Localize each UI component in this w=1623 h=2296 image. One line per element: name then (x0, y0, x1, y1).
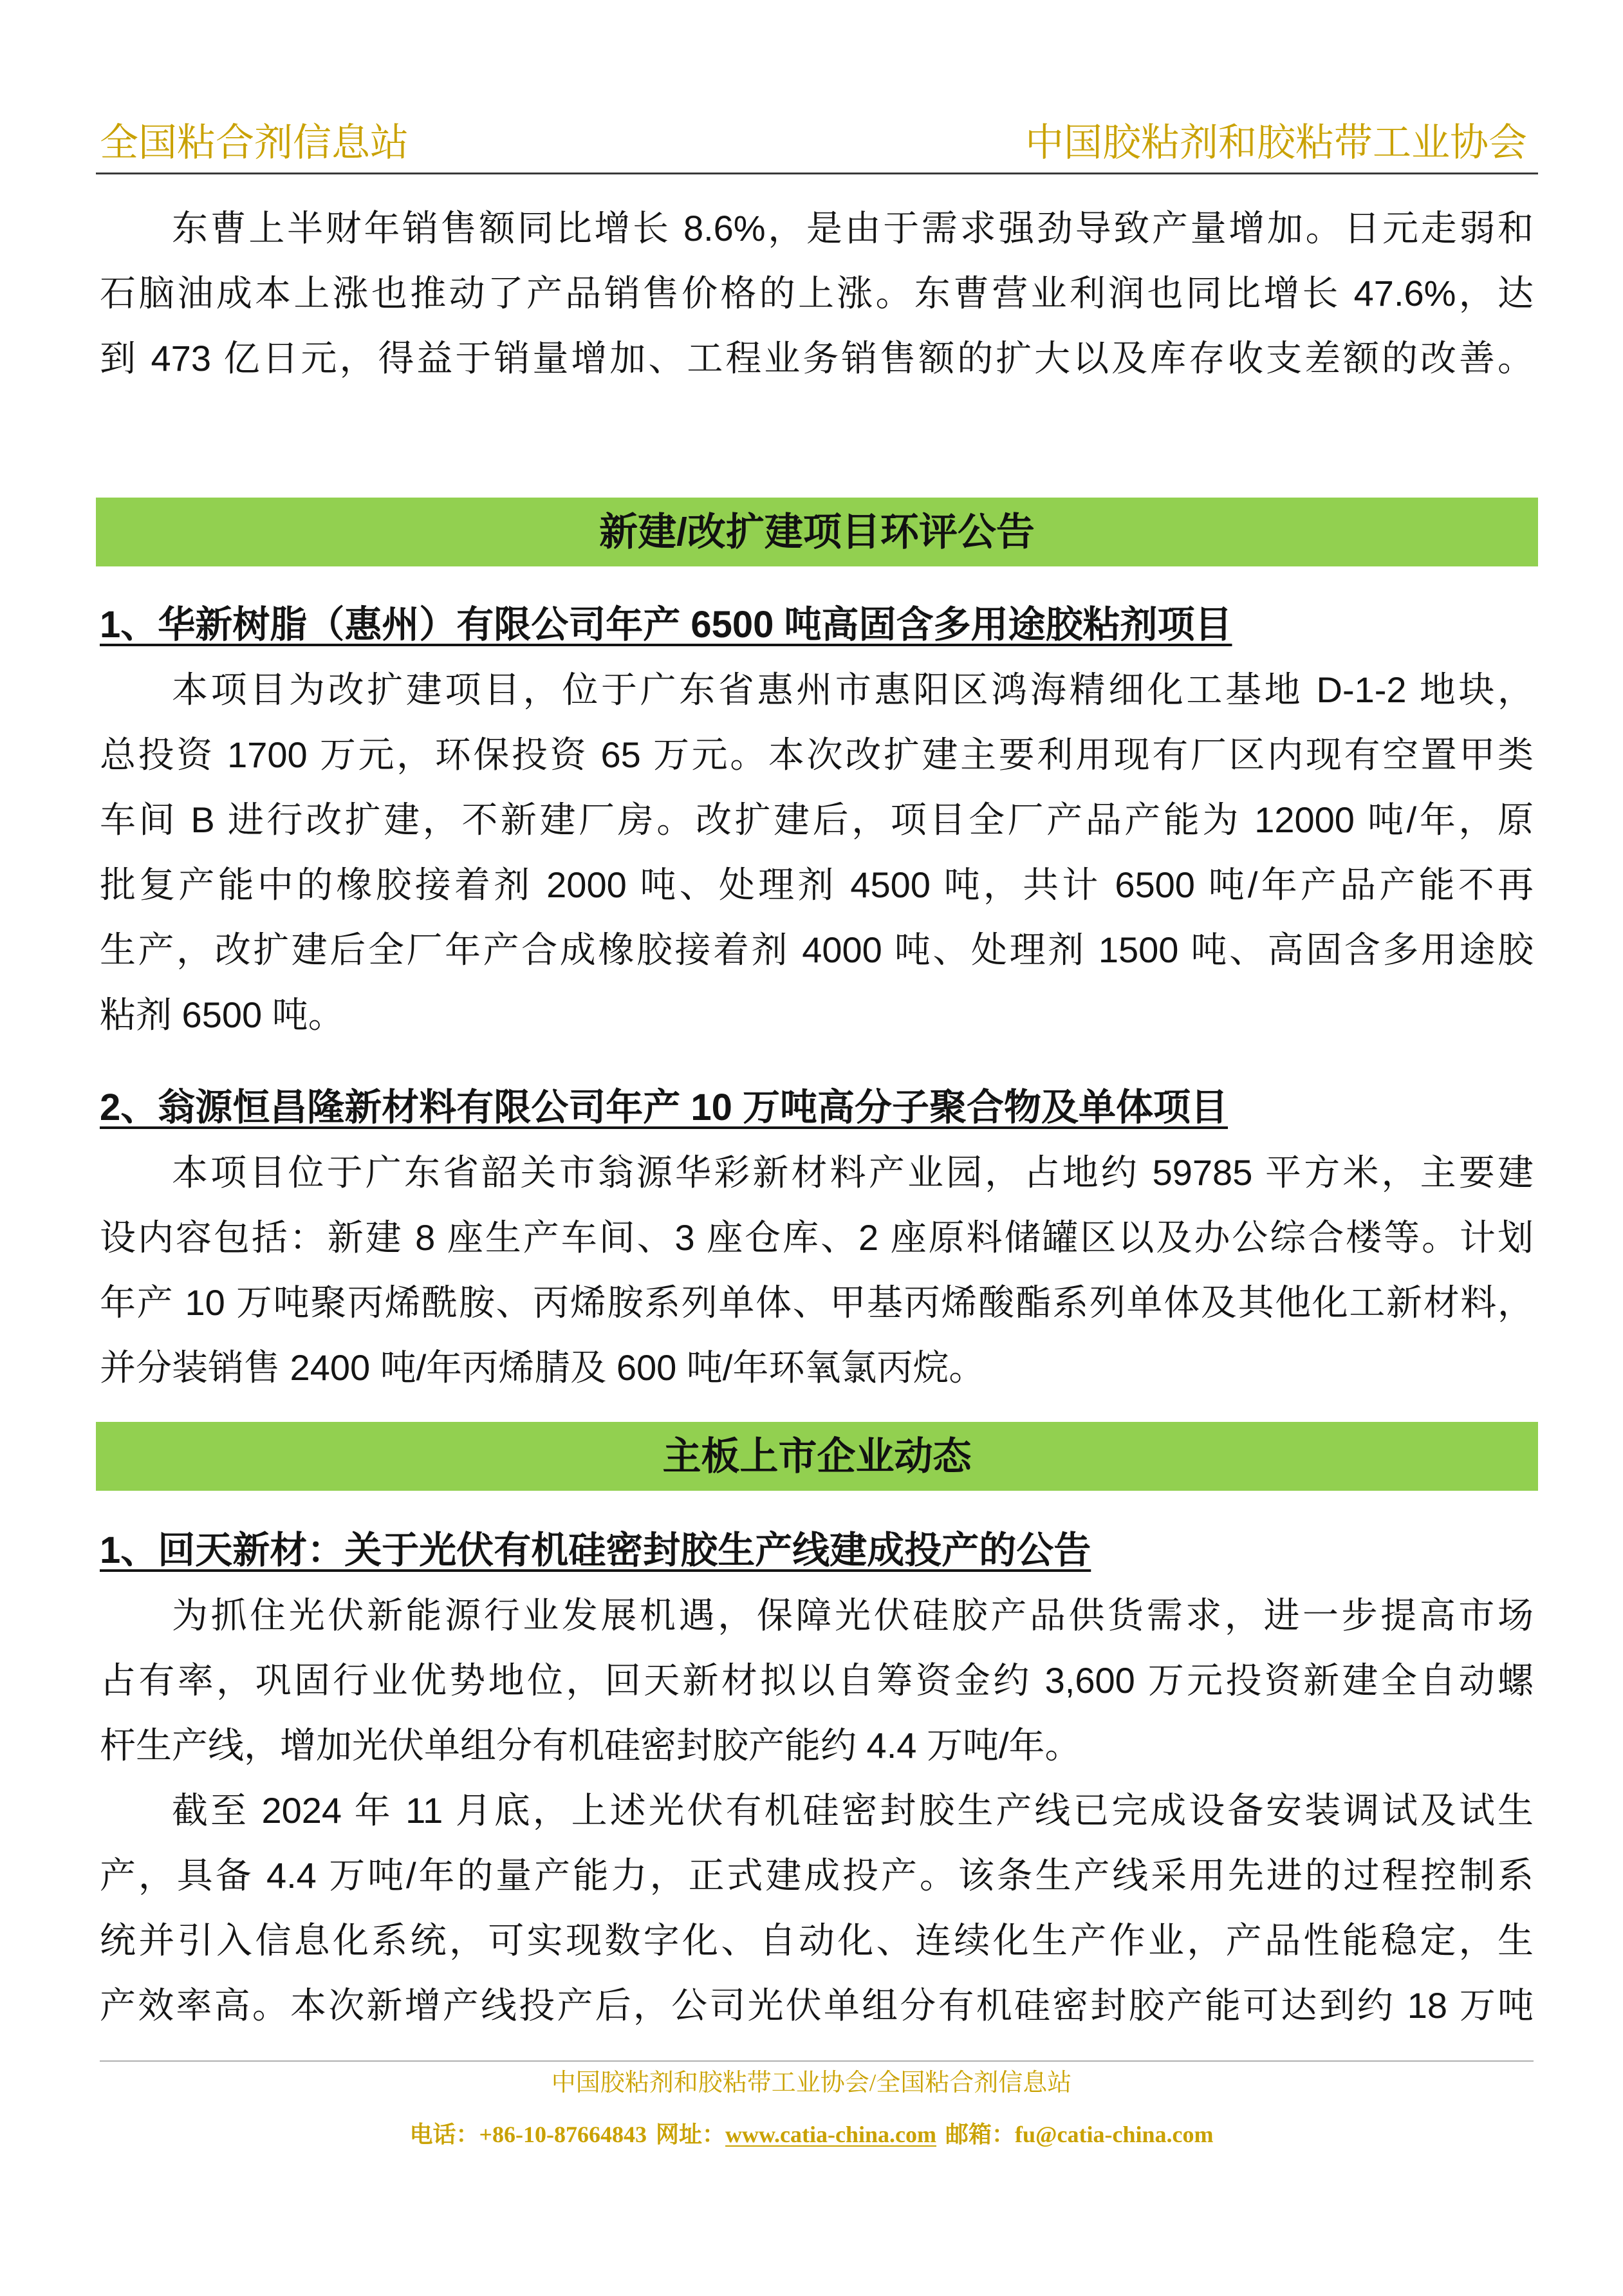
phone-number: +86-10-87664843 (479, 2122, 647, 2147)
paragraph (100, 1583, 1534, 1778)
intro-paragraph (100, 196, 1534, 391)
project-heading (100, 592, 1534, 657)
news-heading (100, 1518, 1534, 1583)
paragraph-line: 本项目为改扩建项目，位于广东省惠州市惠阳区鸿海精细化工基地 D-1-2 地块， (172, 669, 1534, 710)
phone-label: 电话： (409, 2122, 479, 2147)
email-address[interactable]: fu@catia-china.com (1015, 2122, 1214, 2147)
section-banner: 主板上市企业动态 (96, 1422, 1538, 1491)
paragraph-line: 粘剂 6500 吨。 (100, 994, 344, 1035)
paragraph-line: 到 473 亿日元，得益于销量增加、工程业务销售额的扩大以及库存收支差额的改善。 (100, 338, 1534, 378)
paragraph-line: 占有率，巩固行业优势地位，回天新材拟以自筹资金约 3,600 万元投资新建全自动螺 (100, 1660, 1534, 1701)
paragraph-line: 并分装销售 2400 吨/年丙烯腈及 600 吨/年环氧氯丙烷。 (100, 1347, 985, 1388)
project-item (100, 1075, 1534, 1400)
project-heading-text: 1、华新树脂（惠州）有限公司年产 6500 吨高固含多用途胶粘剂项目 (100, 604, 1232, 646)
paragraph (100, 657, 1534, 1047)
footer-org-line: 中国胶粘剂和胶粘带工业协会/全国粘合剂信息站 (551, 2069, 1072, 2096)
news-heading-text: 1、回天新材：关于光伏有机硅密封胶生产线建成投产的公告 (100, 1529, 1091, 1571)
header-right-title: 中国胶粘剂和胶粘带工业协会 (1025, 121, 1527, 164)
paragraph-line: 生产，改扩建后全厂年产合成橡胶接着剂 4000 吨、处理剂 1500 吨、高固含多用途胶 (100, 929, 1534, 970)
header-left-title: 全国粘合剂信息站 (100, 121, 409, 164)
paragraph-line: 总投资 1700 万元，环保投资 65 万元。本次改扩建主要利用现有厂区内现有空置甲类 (100, 734, 1534, 775)
paragraph-line: 统并引入信息化系统，可实现数字化、自动化、连续化生产作业，产品性能稳定，生 (100, 1920, 1534, 1961)
paragraph-line: 设内容包括：新建 8 座生产车间、3 座仓库、2 座原料储罐区以及办公综合楼等。计划 (100, 1217, 1534, 1258)
paragraph-line: 车间 B 进行改扩建，不新建厂房。改扩建后，项目全厂产品产能为 12000 吨/年，原 (100, 799, 1534, 840)
project-heading-text: 2、翁源恒昌隆新材料有限公司年产 10 万吨高分子聚合物及单体项目 (100, 1087, 1229, 1128)
paragraph-line: 产效率高。本次新增产线投产后，公司光伏单组分有机硅密封胶产能可达到约 18 万吨 (100, 1985, 1534, 2026)
paragraph-line: 产，具备 4.4 万吨/年的量产能力，正式建成投产。该条生产线采用先进的过程控制系 (100, 1855, 1534, 1896)
project-item (100, 592, 1534, 1047)
website-label: 网址： (656, 2122, 726, 2147)
paragraph-line: 截至 2024 年 11 月底，上述光伏有机硅密封胶生产线已完成设备安装调试及试生 (172, 1790, 1534, 1831)
email-label: 邮箱： (945, 2122, 1016, 2147)
header-divider (96, 173, 1538, 174)
paragraph (100, 1778, 1534, 2038)
paragraph-line: 批复产能中的橡胶接着剂 2000 吨、处理剂 4500 吨，共计 6500 吨/年产品产能不再 (100, 864, 1534, 905)
paragraph-line: 石脑油成本上涨也推动了产品销售价格的上涨。东曹营业利润也同比增长 47.6%，达 (100, 273, 1534, 313)
footer-contact-line (0, 2119, 1623, 2150)
paragraph-line: 年产 10 万吨聚丙烯酰胺、丙烯胺系列单体、甲基丙烯酸酯系列单体及其他化工新材料， (100, 1282, 1534, 1323)
section-banner: 新建/改扩建项目环评公告 (96, 498, 1538, 566)
paragraph-line: 本项目位于广东省韶关市翁源华彩新材料产业园，占地约 59785 平方米，主要建 (172, 1152, 1534, 1193)
paragraph-line: 杆生产线，增加光伏单组分有机硅密封胶产能约 4.4 万吨/年。 (100, 1725, 1081, 1766)
news-item (100, 1518, 1534, 2038)
website-link[interactable]: www.catia-china.com (725, 2122, 937, 2147)
paragraph (100, 1140, 1534, 1400)
footer-divider (100, 2060, 1534, 2062)
paragraph-line: 为抓住光伏新能源行业发展机遇，保障光伏硅胶产品供货需求，进一步提高市场 (172, 1595, 1534, 1636)
project-heading (100, 1075, 1534, 1140)
paragraph-line: 东曹上半财年销售额同比增长 8.6%，是由于需求强劲导致产量增加。日元走弱和 (172, 208, 1534, 248)
